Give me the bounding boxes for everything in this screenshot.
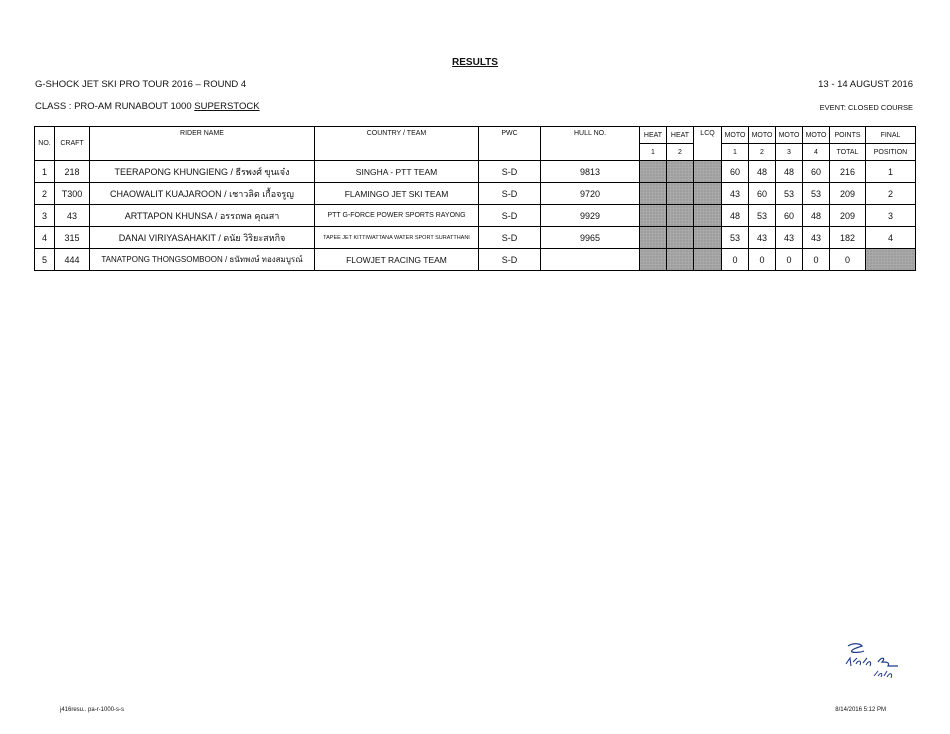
- cell-craft: 218: [55, 161, 90, 183]
- page-title: RESULTS: [452, 57, 498, 68]
- cell-lcq-shaded: [694, 227, 722, 249]
- cell-moto4: 48: [803, 205, 830, 227]
- cell-heat1-shaded: [640, 161, 667, 183]
- class-prefix: CLASS : PRO-AM RUNABOUT 1000: [35, 101, 192, 112]
- cell-team: FLAMINGO JET SKI TEAM: [315, 183, 479, 205]
- cell-final: 3: [866, 205, 916, 227]
- cell-lcq-shaded: [694, 249, 722, 271]
- cell-no: 1: [35, 161, 55, 183]
- cell-no: 4: [35, 227, 55, 249]
- class-line: [35, 101, 260, 112]
- col-points-header: POINTS: [830, 127, 866, 144]
- cell-moto1: 60: [722, 161, 749, 183]
- results-table: [34, 126, 916, 271]
- cell-team: SINGHA - PTT TEAM: [315, 161, 479, 183]
- cell-no: 3: [35, 205, 55, 227]
- cell-pwc: S-D: [479, 205, 541, 227]
- cell-rider: ARTTAPON KHUNSA / อรรถพล คุณสา: [90, 205, 315, 227]
- cell-team: TAPEE JET KITTIWATTANA WATER SPORT SURATTHANI: [315, 227, 479, 249]
- cell-rider: TANATPONG THONGSOMBOON / ธนัทพงษ์ ทองสมบูรณ์: [90, 249, 315, 271]
- cell-hull: 9813: [541, 161, 640, 183]
- cell-points: 182: [830, 227, 866, 249]
- cell-moto4: 60: [803, 161, 830, 183]
- cell-final-shaded: [866, 249, 916, 271]
- cell-no: 5: [35, 249, 55, 271]
- cell-points: 209: [830, 205, 866, 227]
- col-moto3-subheader: 3: [776, 144, 803, 161]
- cell-craft: 315: [55, 227, 90, 249]
- cell-heat2-shaded: [667, 249, 694, 271]
- table-row: [35, 249, 916, 271]
- cell-lcq-shaded: [694, 205, 722, 227]
- cell-heat1-shaded: [640, 183, 667, 205]
- class-category: SUPERSTOCK: [194, 101, 260, 112]
- cell-pwc: S-D: [479, 161, 541, 183]
- cell-heat1-shaded: [640, 249, 667, 271]
- cell-rider: TEERAPONG KHUNGIENG / ธีรพงศ์ ขุนเจ๋ง: [90, 161, 315, 183]
- cell-pwc: S-D: [479, 183, 541, 205]
- col-points-subheader: TOTAL: [830, 144, 866, 161]
- cell-rider: DANAI VIRIYASAHAKIT / ดนัย วิริยะสหกิจ: [90, 227, 315, 249]
- table-row: [35, 161, 916, 183]
- col-heat2-subheader: 2: [667, 144, 694, 161]
- col-heat1-header: HEAT: [640, 127, 667, 144]
- table-row: [35, 227, 916, 249]
- cell-moto1: 43: [722, 183, 749, 205]
- col-final-header: FINAL: [866, 127, 916, 144]
- cell-heat2-shaded: [667, 183, 694, 205]
- cell-moto3: 48: [776, 161, 803, 183]
- cell-moto3: 53: [776, 183, 803, 205]
- cell-points: 216: [830, 161, 866, 183]
- cell-moto2: 48: [749, 161, 776, 183]
- cell-final: 2: [866, 183, 916, 205]
- cell-moto4: 43: [803, 227, 830, 249]
- cell-craft: 43: [55, 205, 90, 227]
- col-final-subheader: POSITION: [866, 144, 916, 161]
- handwritten-signature: [838, 640, 908, 690]
- cell-hull: [541, 249, 640, 271]
- event-name: G-SHOCK JET SKI PRO TOUR 2016 – ROUND 4: [35, 79, 247, 90]
- cell-heat1-shaded: [640, 205, 667, 227]
- footer-printed-at: 8/14/2016 5:12 PM: [835, 707, 886, 713]
- cell-hull: 9929: [541, 205, 640, 227]
- cell-craft: T300: [55, 183, 90, 205]
- col-craft-header: CRAFT: [55, 127, 90, 161]
- col-heat2-header: HEAT: [667, 127, 694, 144]
- col-moto1-subheader: 1: [722, 144, 749, 161]
- cell-no: 2: [35, 183, 55, 205]
- cell-heat2-shaded: [667, 227, 694, 249]
- cell-moto1: 48: [722, 205, 749, 227]
- cell-pwc: S-D: [479, 249, 541, 271]
- cell-team: PTT G-FORCE POWER SPORTS RAYONG: [315, 205, 479, 227]
- col-team-header: COUNTRY / TEAM: [315, 127, 479, 161]
- event-type: EVENT: CLOSED COURSE: [819, 103, 913, 112]
- col-moto2-subheader: 2: [749, 144, 776, 161]
- cell-moto2: 43: [749, 227, 776, 249]
- cell-rider: CHAOWALIT KUAJAROON / เชาวลิต เกื้อจรูญ: [90, 183, 315, 205]
- cell-heat2-shaded: [667, 205, 694, 227]
- col-no-header: NO.: [35, 127, 55, 161]
- cell-craft: 444: [55, 249, 90, 271]
- col-rider-header: RIDER NAME: [90, 127, 315, 161]
- cell-moto2: 60: [749, 183, 776, 205]
- cell-moto4: 0: [803, 249, 830, 271]
- cell-moto3: 60: [776, 205, 803, 227]
- col-moto4-header: MOTO: [803, 127, 830, 144]
- header-row: [35, 127, 916, 144]
- col-heat1-subheader: 1: [640, 144, 667, 161]
- cell-moto2: 0: [749, 249, 776, 271]
- cell-hull: 9965: [541, 227, 640, 249]
- cell-moto4: 53: [803, 183, 830, 205]
- cell-lcq-shaded: [694, 161, 722, 183]
- col-moto2-header: MOTO: [749, 127, 776, 144]
- col-lcq-header: LCQ: [694, 127, 722, 161]
- col-hull-header: HULL NO.: [541, 127, 640, 161]
- cell-moto2: 53: [749, 205, 776, 227]
- cell-points: 0: [830, 249, 866, 271]
- cell-team: FLOWJET RACING TEAM: [315, 249, 479, 271]
- footer-file-name: j416resu.. pa-r-1000-s-s: [60, 707, 125, 713]
- cell-points: 209: [830, 183, 866, 205]
- cell-heat2-shaded: [667, 161, 694, 183]
- table-row: [35, 205, 916, 227]
- cell-moto1: 0: [722, 249, 749, 271]
- cell-final: 1: [866, 161, 916, 183]
- cell-hull: 9720: [541, 183, 640, 205]
- cell-lcq-shaded: [694, 183, 722, 205]
- cell-heat1-shaded: [640, 227, 667, 249]
- cell-moto3: 0: [776, 249, 803, 271]
- col-moto1-header: MOTO: [722, 127, 749, 144]
- event-dates: 13 - 14 AUGUST 2016: [818, 79, 913, 90]
- cell-moto3: 43: [776, 227, 803, 249]
- col-moto4-subheader: 4: [803, 144, 830, 161]
- col-moto3-header: MOTO: [776, 127, 803, 144]
- table-row: [35, 183, 916, 205]
- cell-moto1: 53: [722, 227, 749, 249]
- cell-pwc: S-D: [479, 227, 541, 249]
- cell-final: 4: [866, 227, 916, 249]
- col-pwc-header: PWC: [479, 127, 541, 161]
